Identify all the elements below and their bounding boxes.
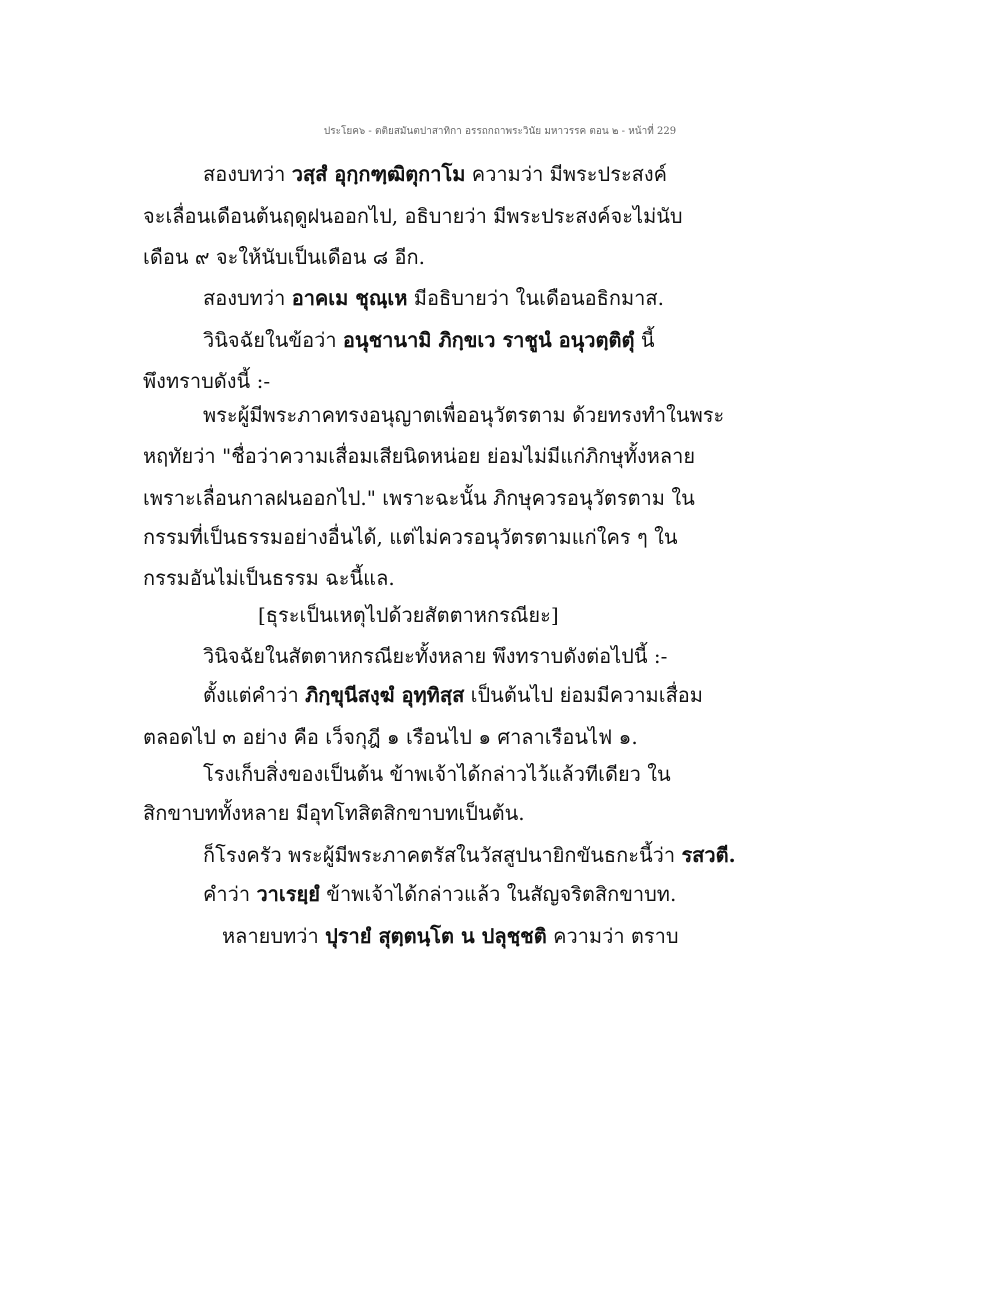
text-line (143, 484, 695, 512)
bold-term: อาคเม ชุณฺเห (291, 286, 408, 310)
text-segment: เพราะเลื่อนกาลฝนออกไป." เพราะฉะนั้น ภิกษุควรอนุวัตรตาม ใน (143, 486, 695, 510)
text-line (143, 442, 695, 470)
text-line (203, 642, 667, 670)
bold-term: วาเรยฺยํ (256, 882, 320, 906)
text-segment: หฤทัยว่า "ชื่อว่าความเสื่อมเสียนิดหน่อย ย่อมไม่มีแก่ภิกษุทั้งหลาย (143, 444, 696, 468)
text-segment: พึงทราบดังนี้ :- (143, 369, 271, 393)
text-segment: พระผู้มีพระภาคทรงอนุญาตเพื่ออนุวัตรตาม ด้วยทรงทำในพระ (203, 403, 725, 427)
bold-term: ปุรายํ สุตฺตนฺโต น ปลุชฺชติ (325, 924, 547, 948)
text-segment: กรรมอันไม่เป็นธรรม ฉะนี้แล. (143, 566, 395, 590)
text-line (143, 564, 395, 592)
text-segment: สองบทว่า (203, 286, 292, 310)
text-segment: สิกขาบททั้งหลาย มีอุทโทสิตสิกขาบทเป็นต้น. (143, 801, 525, 825)
text-segment: นี้ (634, 328, 655, 352)
text-segment: วินิจฉัยในข้อว่า (203, 328, 343, 352)
text-segment: คำว่า (203, 882, 257, 906)
text-segment: ข้าพเจ้าได้กล่าวแล้ว ในสัญจริตสิกขาบท. (319, 882, 677, 906)
text-line (203, 284, 664, 312)
page-header: ประโยค๖ - ตติยสมันตปาสาทิกา อรรถกถาพระวินัย มหาวรรค ตอน ๒ - หน้าที่ 229 (323, 126, 677, 137)
text-line (222, 922, 679, 950)
text-line (203, 681, 703, 709)
text-segment: สองบทว่า (203, 162, 292, 186)
text-segment: เป็นต้นไป ย่อมมีความเสื่อม (464, 683, 703, 707)
text-segment: กรรมที่เป็นธรรมอย่างอื่นได้, แต่ไม่ควรอนุวัตรตามแก่ใคร ๆ ใน (143, 525, 678, 549)
text-segment: หลายบทว่า (222, 924, 326, 948)
text-segment: มีอธิบายว่า ในเดือนอธิกมาส. (407, 286, 664, 310)
text-segment: ตั้งแต่คำว่า (203, 683, 306, 707)
text-line (143, 799, 525, 827)
bold-term: รสวตี. (681, 843, 736, 867)
text-line (143, 202, 683, 230)
section-heading (258, 601, 559, 629)
text-line (143, 523, 678, 551)
text-line (203, 326, 655, 354)
text-segment: โรงเก็บสิ่งของเป็นต้น ข้าพเจ้าได้กล่าวไว้แล้วทีเดียว ใน (203, 762, 671, 786)
text-segment: จะเลื่อนเดือนต้นฤดูฝนออกไป, อธิบายว่า มีพระประสงค์จะไม่นับ (143, 204, 683, 228)
text-line (203, 160, 667, 188)
text-line (143, 243, 425, 271)
text-segment: [ธุระเป็นเหตุไปด้วยสัตตาหกรณียะ] (258, 603, 559, 627)
text-segment: เดือน ๙ จะให้นับเป็นเดือน ๘ อีก. (143, 245, 425, 269)
text-segment: ตลอดไป ๓ อย่าง คือ เว็จกุฎี ๑ เรือนไป ๑ ศาลาเรือนไฟ ๑. (143, 725, 638, 749)
text-line (143, 367, 270, 395)
text-segment: ความว่า ตราบ (546, 924, 679, 948)
text-line (143, 723, 638, 751)
text-line (203, 401, 724, 429)
text-line (203, 841, 736, 869)
text-segment: วินิจฉัยในสัตตาหกรณียะทั้งหลาย พึงทราบดังต่อไปนี้ :- (203, 644, 668, 668)
bold-term: ภิกฺขุนีสงฺฆํ อุทฺทิสฺส (305, 683, 465, 707)
text-segment: ความว่า มีพระประสงค์ (465, 162, 668, 186)
bold-term: วสฺสํ อุกฺกฑฺฒิตุกาโม (291, 162, 466, 186)
text-segment: ก็โรงครัว พระผู้มีพระภาคตรัสในวัสสูปนายิกขันธกะนี้ว่า (203, 843, 682, 867)
bold-term: อนุชานามิ ภิกฺขเว ราชูนํ อนุวตฺติตุํ (342, 328, 635, 352)
text-line (203, 880, 676, 908)
text-line (203, 760, 671, 788)
